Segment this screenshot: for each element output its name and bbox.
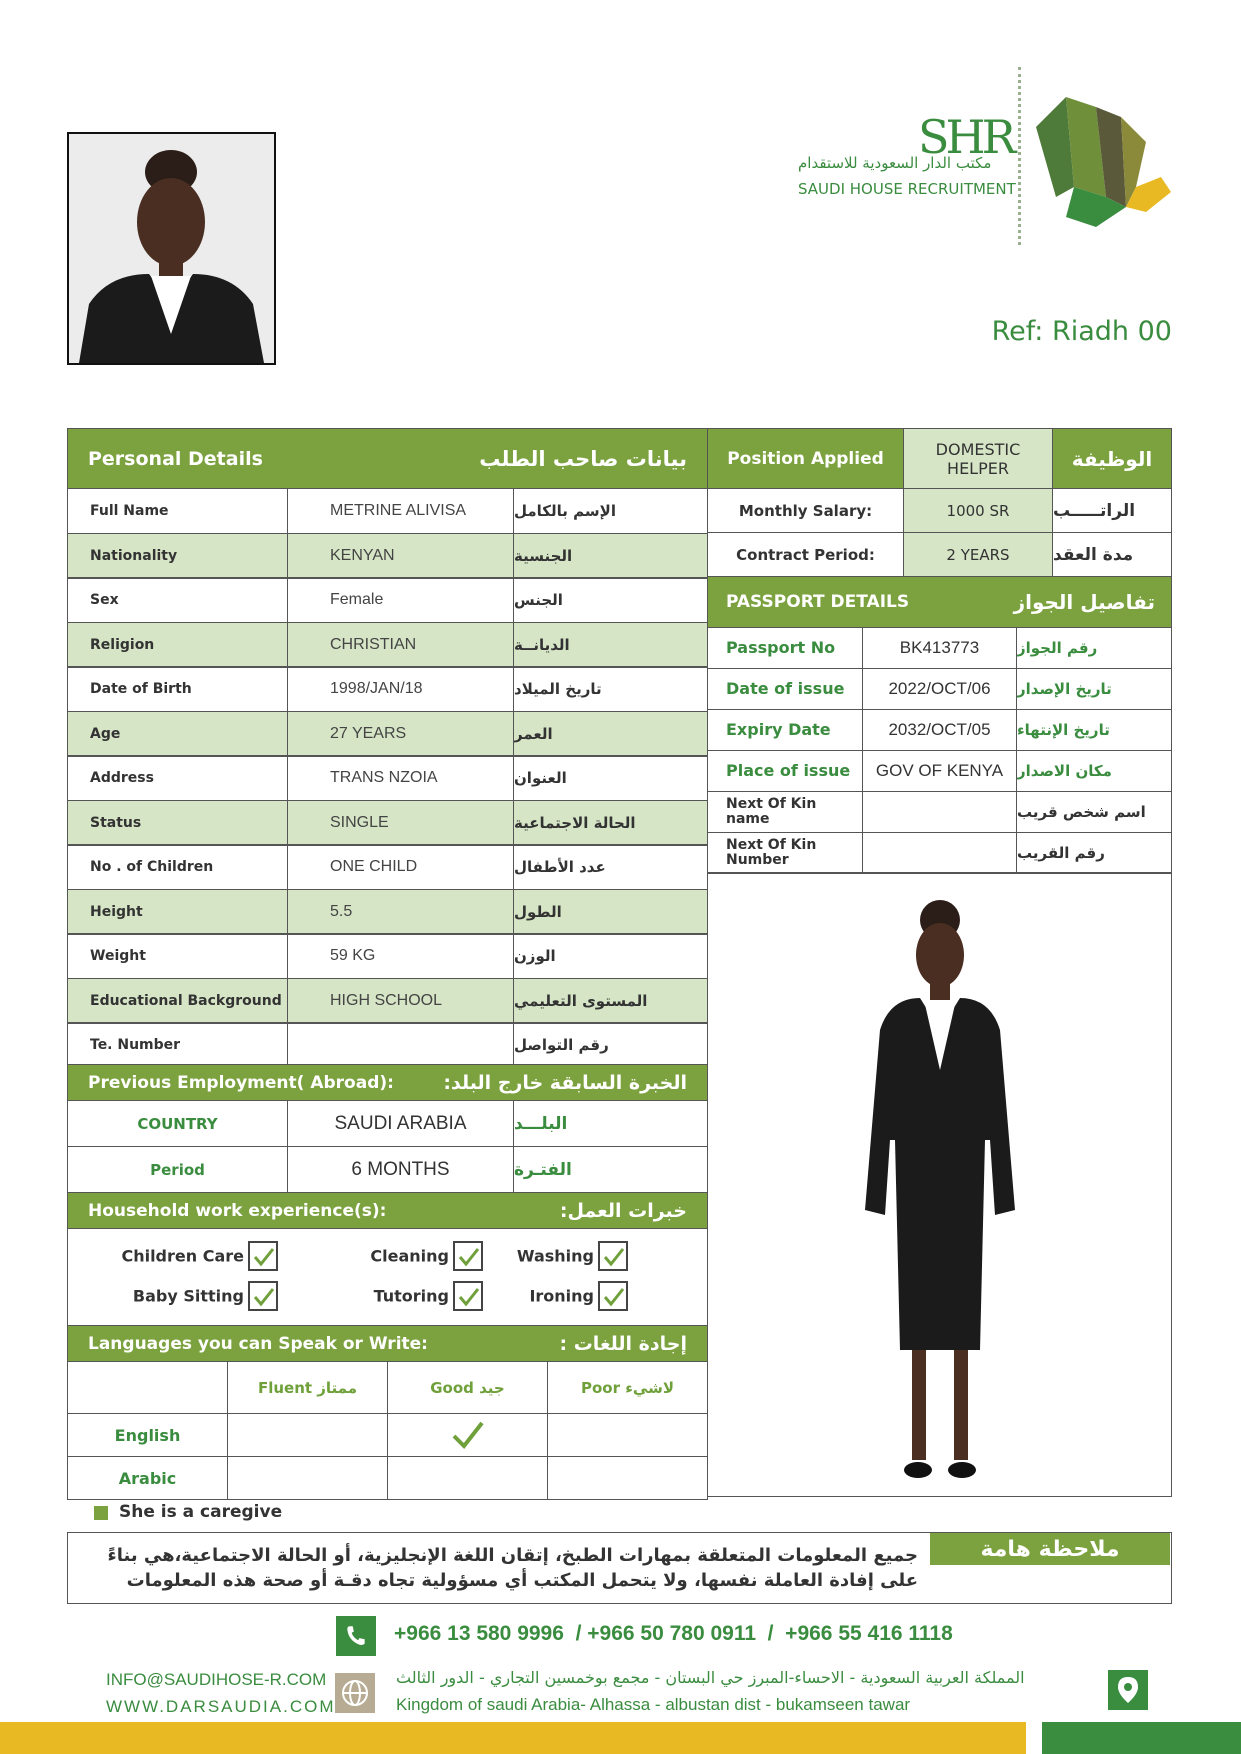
skill-checkbox[interactable]	[248, 1281, 278, 1311]
employment-country-label: COUNTRY	[67, 1100, 288, 1147]
passport-row-label: Expiry Date	[707, 709, 863, 751]
skill-label: Ironing	[529, 1286, 594, 1306]
personal-row-arabic: الديانــة	[513, 622, 708, 668]
language-level-cell	[227, 1413, 388, 1457]
passport-row-label: Date of issue	[707, 668, 863, 710]
check-icon	[602, 1245, 626, 1269]
position-applied-label: Position Applied	[707, 428, 904, 489]
footer-green-bar	[1042, 1722, 1241, 1754]
passport-row-label: Next Of Kin Number	[707, 832, 863, 874]
personal-details-header	[67, 428, 708, 489]
household-skills-panel	[67, 1228, 708, 1326]
skill-item	[93, 1281, 278, 1311]
check-icon	[451, 1420, 485, 1450]
household-experience-header	[67, 1192, 708, 1229]
monthly-salary-ar: الراتـــــب	[1052, 488, 1172, 533]
personal-row-label: Date of Birth	[67, 666, 288, 712]
passport-row-arabic: تاريخ الإصدار	[1016, 668, 1172, 710]
languages-corner-cell	[67, 1361, 228, 1414]
passport-details-title-en: PASSPORT DETAILS	[726, 592, 910, 612]
email-link[interactable]: INFO@SAUDIHOSE-R.COM	[106, 1670, 327, 1689]
company-logo	[790, 62, 1180, 242]
important-notice-line-2: على إفادة العاملة نفسها، ولا يتحمل المكتب أي مسؤولية تجاه دقـة أو صحة هذه المعلومات	[126, 1570, 918, 1591]
skill-item	[308, 1281, 483, 1311]
personal-row-label: Full Name	[67, 488, 288, 534]
personal-row-value	[287, 1022, 514, 1068]
personal-row-value: 5.5	[287, 889, 514, 935]
personal-row-arabic: العنوان	[513, 755, 708, 801]
passport-row-value: BK413773	[862, 627, 1017, 669]
skill-checkbox[interactable]	[598, 1241, 628, 1271]
personal-row-label: Age	[67, 711, 288, 757]
personal-row-label: Height	[67, 889, 288, 935]
personal-row-arabic: الحالة الاجتماعية	[513, 800, 708, 846]
logo-mark: SHR	[918, 110, 1013, 164]
personal-row-label: Religion	[67, 622, 288, 668]
passport-row-value	[862, 791, 1017, 833]
important-notice-text	[88, 1543, 918, 1593]
personal-row-arabic: الطول	[513, 889, 708, 935]
skill-checkbox[interactable]	[453, 1241, 483, 1271]
monthly-salary-label: Monthly Salary:	[707, 488, 904, 533]
personal-row-arabic: تاريخ الميلاد	[513, 666, 708, 712]
passport-row-value: 2032/OCT/05	[862, 709, 1017, 751]
skill-label: Cleaning	[370, 1246, 449, 1266]
skill-checkbox[interactable]	[453, 1281, 483, 1311]
passport-row-arabic: رقم القريب	[1016, 832, 1172, 874]
language-name: Arabic	[67, 1456, 228, 1500]
previous-employment-title-ar: الخبرة السابقة خارج البلد:	[443, 1071, 687, 1094]
check-icon	[457, 1245, 481, 1269]
employment-period-ar: الفتـرة	[513, 1146, 708, 1193]
language-level-header: Fluent ممتاز	[227, 1361, 388, 1414]
personal-row-value: SINGLE	[287, 800, 514, 846]
personal-row-arabic: الوزن	[513, 933, 708, 979]
skill-item	[308, 1241, 483, 1271]
languages-header	[67, 1325, 708, 1362]
previous-employment-title-en: Previous Employment( Abroad):	[88, 1072, 394, 1093]
monthly-salary-value: 1000 SR	[903, 488, 1053, 533]
check-icon	[252, 1245, 276, 1269]
language-level-cell	[547, 1456, 708, 1500]
personal-row-value: ONE CHILD	[287, 844, 514, 890]
passport-row-arabic: تاريخ الإنتهاء	[1016, 709, 1172, 751]
personal-row-value: 1998/JAN/18	[287, 666, 514, 712]
household-experience-title-en: Household work experience(s):	[88, 1200, 387, 1221]
caregiver-note-bullet	[94, 1506, 108, 1520]
skill-item	[483, 1241, 628, 1271]
personal-row-label: No . of Children	[67, 844, 288, 890]
logo-english-text: SAUDI HOUSE RECRUITMENT	[798, 180, 1016, 198]
check-icon	[602, 1285, 626, 1309]
personal-row-value: Female	[287, 577, 514, 623]
language-level-header: Poor لاشيء	[547, 1361, 708, 1414]
employment-period-label: Period	[67, 1146, 288, 1193]
skill-item	[93, 1241, 278, 1271]
skill-checkbox[interactable]	[248, 1241, 278, 1271]
important-notice-line-1: جميع المعلومات المتعلقة بمهارات الطبخ، إتقان اللغة الإنجليزية، أو الحالة الاجتماعية،هي بناءً	[107, 1545, 918, 1566]
passport-row-label: Passport No	[707, 627, 863, 669]
personal-row-arabic: رقم التواصل	[513, 1022, 708, 1068]
language-level-header: Good جيد	[387, 1361, 548, 1414]
skill-label: Baby Sitting	[132, 1286, 244, 1306]
address-english: Kingdom of saudi Arabia- Alhassa - albustan dist - bukamseen tawar	[396, 1695, 911, 1714]
check-icon	[457, 1285, 481, 1309]
contract-period-label: Contract Period:	[707, 532, 904, 577]
address-arabic: المملكة العربية السعودية - الاحساء-المبرز حي البستان - مجمع بوخمسين التجاري - الدور الثالث	[396, 1668, 1025, 1687]
skill-item	[483, 1281, 628, 1311]
passport-row-label: Next Of Kin name	[707, 791, 863, 833]
employment-period-value: 6 MONTHS	[287, 1146, 514, 1193]
skill-checkbox[interactable]	[598, 1281, 628, 1311]
passport-row-arabic: مكان الاصدار	[1016, 750, 1172, 792]
website-link[interactable]: WWW.DARSAUDIA.COM	[106, 1697, 336, 1716]
profile-photo	[67, 132, 276, 365]
personal-row-value: 27 YEARS	[287, 711, 514, 757]
passport-row-value: 2022/OCT/06	[862, 668, 1017, 710]
contract-period-value: 2 YEARS	[903, 532, 1053, 577]
skill-label: Washing	[516, 1246, 594, 1266]
language-level-cell	[387, 1456, 548, 1500]
full-body-photo	[707, 872, 1172, 1497]
personal-row-arabic: الإسم بالكامل	[513, 488, 708, 534]
employment-country-ar: البلـــد	[513, 1100, 708, 1147]
personal-row-label: Status	[67, 800, 288, 846]
personal-row-label: Educational Background	[67, 978, 288, 1024]
personal-row-value: CHRISTIAN	[287, 622, 514, 668]
passport-row-value: GOV OF KENYA	[862, 750, 1017, 792]
passport-details-title-ar: تفاصيل الجواز	[1013, 590, 1155, 614]
personal-details-title-ar: بيانات صاحب الطلب	[479, 446, 687, 471]
personal-row-label: Sex	[67, 577, 288, 623]
skill-label: Children Care	[121, 1246, 244, 1266]
personal-row-arabic: الجنسية	[513, 533, 708, 579]
passport-row-label: Place of issue	[707, 750, 863, 792]
check-icon	[252, 1285, 276, 1309]
passport-row-arabic: رقم الجواز	[1016, 627, 1172, 669]
important-notice-box	[67, 1532, 1172, 1604]
previous-employment-header	[67, 1064, 708, 1101]
logo-divider	[1018, 67, 1021, 245]
skill-label: Tutoring	[373, 1286, 449, 1306]
languages-title-en: Languages you can Speak or Write:	[88, 1333, 428, 1354]
personal-row-arabic: العمر	[513, 711, 708, 757]
household-experience-title-ar: خبرات العمل:	[559, 1199, 687, 1222]
personal-row-label: Weight	[67, 933, 288, 979]
language-level-cell	[227, 1456, 388, 1500]
location-pin-icon	[1108, 1670, 1148, 1710]
personal-row-value: 59 KG	[287, 933, 514, 979]
language-level-cell	[387, 1413, 548, 1457]
passport-row-value	[862, 832, 1017, 874]
logo-arabic-text: مكتب الدار السعودية للاستقدام	[798, 154, 992, 172]
personal-row-value: HIGH SCHOOL	[287, 978, 514, 1024]
position-applied-value: DOMESTIC HELPER	[903, 428, 1053, 489]
full-body-photo-image	[840, 880, 1040, 1490]
personal-row-value: METRINE ALIVISA	[287, 488, 514, 534]
personal-row-label: Address	[67, 755, 288, 801]
personal-row-arabic: الجنس	[513, 577, 708, 623]
phone-icon	[336, 1616, 376, 1656]
personal-row-arabic: المستوى التعليمي	[513, 978, 708, 1024]
saudi-map-icon	[1026, 87, 1176, 237]
employment-country-value: SAUDI ARABIA	[287, 1100, 514, 1147]
personal-details-title-en: Personal Details	[88, 447, 263, 470]
passport-details-header	[707, 576, 1172, 628]
language-level-cell	[547, 1413, 708, 1457]
globe-icon	[335, 1673, 375, 1713]
personal-row-value: KENYAN	[287, 533, 514, 579]
reference-number: Ref: Riadh 00	[991, 316, 1172, 347]
passport-row-arabic: اسم شخص قريب	[1016, 791, 1172, 833]
languages-title-ar: إجادة اللغات :	[559, 1332, 687, 1355]
caregiver-note: She is a caregive	[119, 1502, 283, 1522]
important-notice-title: ملاحظة هامة	[930, 1533, 1170, 1565]
personal-row-arabic: عدد الأطفال	[513, 844, 708, 890]
contract-period-ar: مدة العقد	[1052, 532, 1172, 577]
language-name: English	[67, 1413, 228, 1457]
personal-row-label: Nationality	[67, 533, 288, 579]
personal-row-label: Te. Number	[67, 1022, 288, 1068]
position-applied-ar: الوظيفة	[1052, 428, 1172, 489]
phone-numbers[interactable]: +966 13 580 9996 / +966 50 780 0911 / +966 55 416 1118	[394, 1622, 953, 1645]
personal-row-value: TRANS NZOIA	[287, 755, 514, 801]
footer-yellow-bar	[0, 1722, 1026, 1754]
